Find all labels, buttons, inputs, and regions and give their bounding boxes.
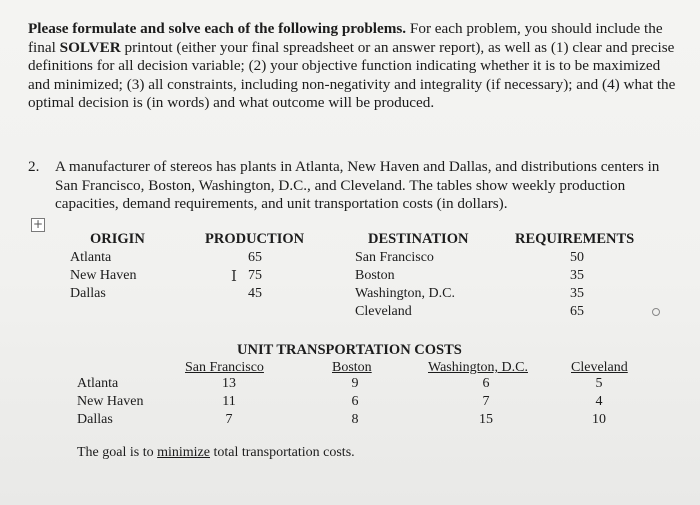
cost-column-header: Boston — [332, 360, 372, 375]
destination-name: San Francisco — [355, 250, 434, 265]
production-value: 75 — [248, 268, 262, 283]
instructions-text-1: For each problem, you should include the final — [28, 20, 663, 56]
problem-statement — [28, 158, 678, 214]
cost-value: 4 — [595, 394, 603, 409]
destination-name: Washington, D.C. — [355, 286, 455, 301]
problem-number: 2. — [28, 158, 40, 175]
destination-name: Cleveland — [355, 304, 412, 319]
origin-name: Atlanta — [70, 250, 112, 265]
instructions-paragraph — [28, 20, 678, 113]
goal-text-post: total transportation costs. — [210, 445, 355, 460]
cost-value: 7 — [482, 394, 490, 409]
origin-header: ORIGIN — [90, 231, 145, 247]
problem-text: A manufacturer of stereos has plants in Atlanta, New Haven and Dallas, and distributions centers in San Francisco, Boston, Washington, D.C., and Cleveland. The tables show weekly production capacities, demand requirements, and unit transportation costs (in dollars). — [55, 158, 660, 213]
cost-value: 7 — [225, 412, 233, 427]
instructions-lead: Please formulate and solve each of the following problems. — [28, 20, 407, 37]
solver-keyword: SOLVER — [59, 38, 121, 56]
instructions-text-2: printout (either your final spreadsheet or an answer report), as well as (1) clear and precise definitions for all decision variable; (2) your objective function indicating whether it is to be maximized and minimized; (3) all constraints, including non-negativity and integrality (if necessary); and (4) what the optimal decision is (in words) and what outcome will be produced. — [28, 38, 676, 112]
production-value: 45 — [248, 286, 262, 301]
cost-column-header: Cleveland — [571, 360, 628, 375]
expand-table-icon[interactable]: + — [32, 217, 44, 231]
cost-column-header: San Francisco — [185, 360, 264, 375]
cost-value: 11 — [222, 394, 236, 409]
requirement-value: 65 — [570, 304, 584, 319]
cost-value: 13 — [222, 376, 236, 391]
cost-column-header: Washington, D.C. — [428, 360, 528, 375]
production-value: 65 — [248, 250, 262, 265]
destination-header: DESTINATION — [368, 231, 469, 247]
goal-text-pre: The goal is to — [77, 445, 158, 460]
requirements-header: REQUIREMENTS — [515, 231, 635, 247]
cost-table-title: UNIT TRANSPORTATION COSTS — [237, 342, 462, 358]
origin-name: Dallas — [70, 286, 106, 301]
requirement-value: 35 — [570, 268, 584, 283]
cost-value: 15 — [479, 412, 493, 427]
cost-value: 5 — [595, 376, 603, 391]
cost-value: 6 — [482, 376, 490, 391]
cost-row-origin: Atlanta — [77, 376, 119, 391]
requirement-value: 35 — [570, 286, 584, 301]
cost-row-origin: New Haven — [77, 394, 144, 409]
text-cursor-icon: I — [231, 267, 237, 285]
origin-name: New Haven — [70, 268, 137, 283]
requirement-value: 50 — [570, 250, 584, 265]
production-header: PRODUCTION — [205, 231, 305, 247]
cost-value: 6 — [351, 394, 359, 409]
goal-statement — [77, 445, 355, 461]
cost-value: 8 — [351, 412, 359, 427]
goal-verb: minimize — [157, 445, 210, 460]
circle-marker-icon — [652, 308, 660, 316]
cost-value: 9 — [351, 376, 359, 391]
cost-value: 10 — [592, 412, 606, 427]
cost-row-origin: Dallas — [77, 412, 113, 427]
destination-name: Boston — [355, 268, 395, 283]
